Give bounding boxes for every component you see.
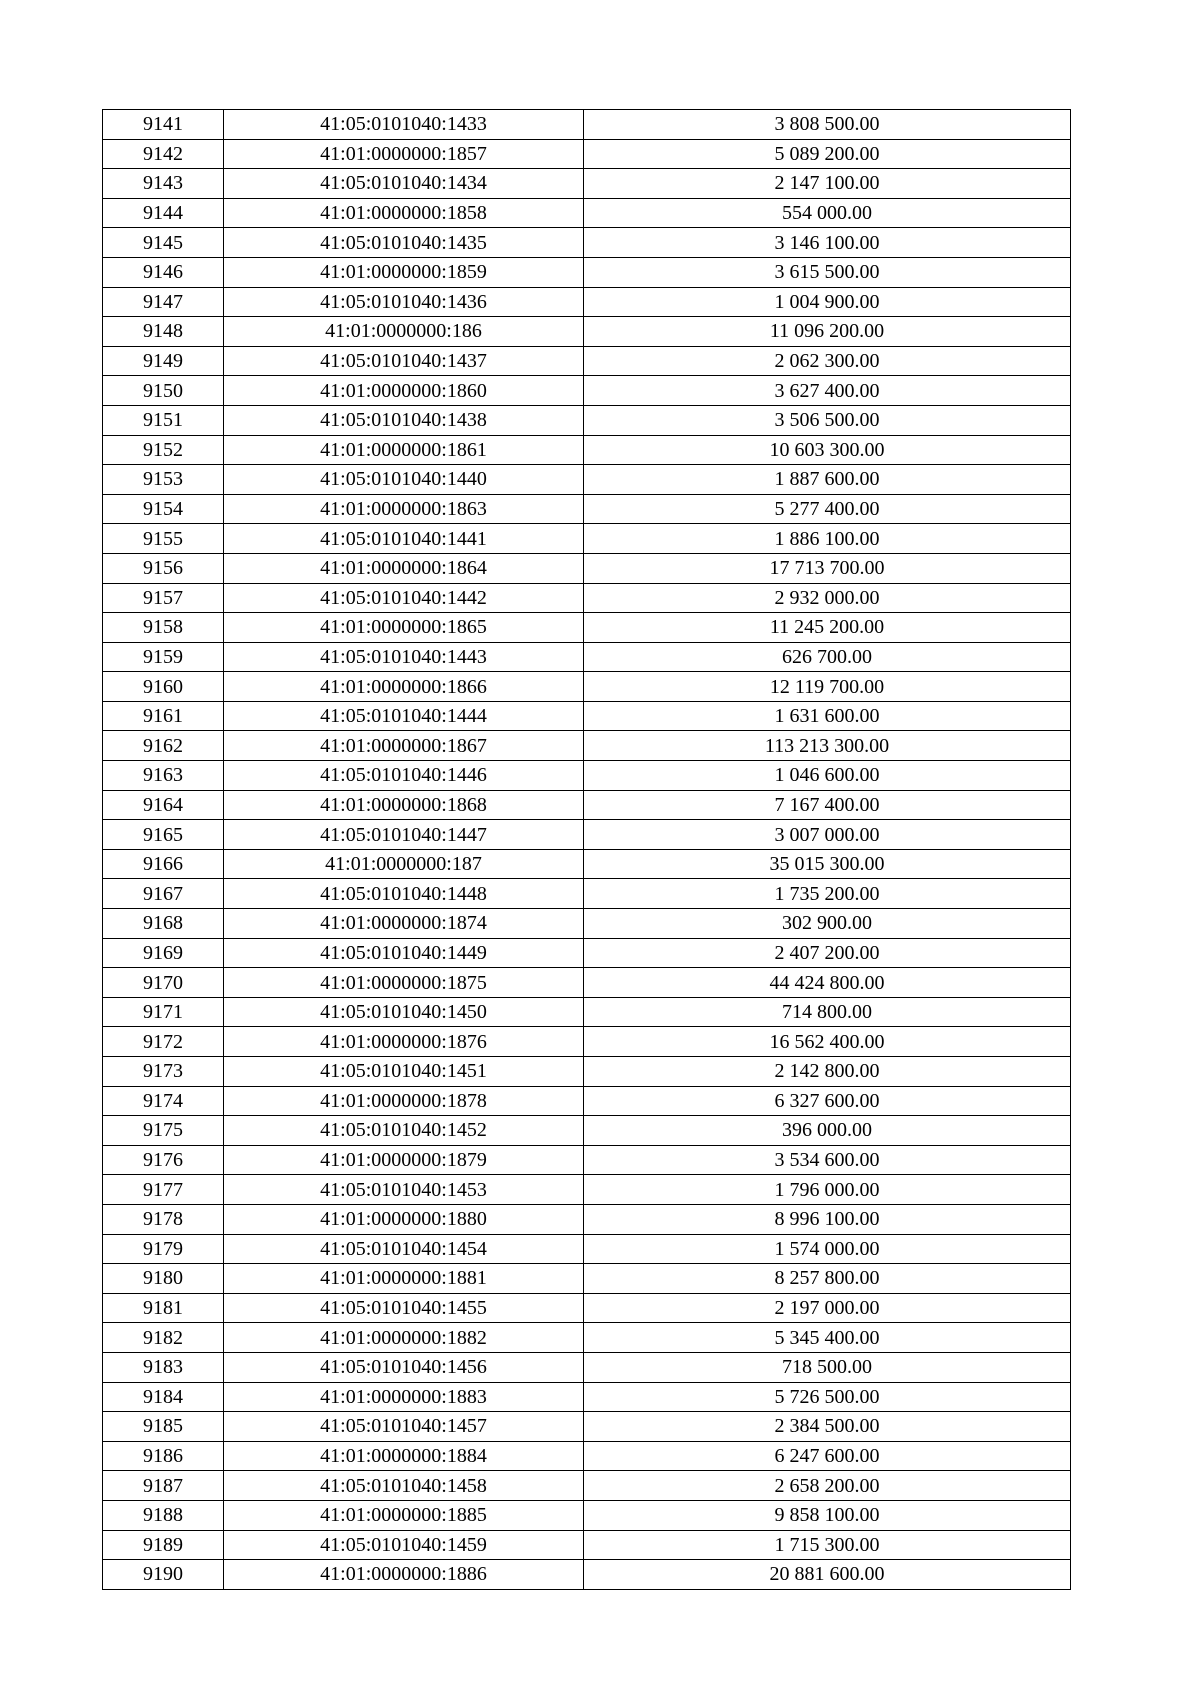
cadastral-value-cell: 3 627 400.00	[584, 376, 1071, 406]
cadastral-number-cell: 41:01:0000000:1878	[224, 1086, 584, 1116]
row-number-cell: 9142	[103, 139, 224, 169]
table-row	[103, 1323, 1071, 1353]
table-row	[103, 139, 1071, 169]
cadastral-number-cell: 41:05:0101040:1441	[224, 524, 584, 554]
table-row	[103, 317, 1071, 347]
cadastral-number-cell: 41:05:0101040:1456	[224, 1352, 584, 1382]
cadastral-value-cell: 12 119 700.00	[584, 672, 1071, 702]
cadastral-value-cell: 714 800.00	[584, 997, 1071, 1027]
cadastral-value-cell: 35 015 300.00	[584, 849, 1071, 879]
cadastral-number-cell: 41:05:0101040:1451	[224, 1057, 584, 1087]
row-number-cell: 9153	[103, 465, 224, 495]
row-number-cell: 9176	[103, 1145, 224, 1175]
cadastral-number-cell: 41:05:0101040:1433	[224, 110, 584, 140]
cadastral-number-cell: 41:01:0000000:1883	[224, 1382, 584, 1412]
row-number-cell: 9185	[103, 1412, 224, 1442]
cadastral-value-cell: 6 327 600.00	[584, 1086, 1071, 1116]
table-row	[103, 110, 1071, 140]
cadastral-value-cell: 8 257 800.00	[584, 1264, 1071, 1294]
cadastral-value-cell: 2 197 000.00	[584, 1293, 1071, 1323]
row-number-cell: 9187	[103, 1471, 224, 1501]
row-number-cell: 9169	[103, 938, 224, 968]
table-row	[103, 613, 1071, 643]
table-row	[103, 1116, 1071, 1146]
table-row	[103, 672, 1071, 702]
cadastral-number-cell: 41:01:0000000:1879	[224, 1145, 584, 1175]
cadastral-number-cell: 41:01:0000000:1866	[224, 672, 584, 702]
row-number-cell: 9179	[103, 1234, 224, 1264]
cadastral-value-cell: 1 887 600.00	[584, 465, 1071, 495]
row-number-cell: 9180	[103, 1264, 224, 1294]
table-row	[103, 879, 1071, 909]
cadastral-value-cell: 1 574 000.00	[584, 1234, 1071, 1264]
cadastral-number-cell: 41:01:0000000:1875	[224, 968, 584, 998]
cadastral-number-cell: 41:01:0000000:1863	[224, 494, 584, 524]
cadastral-value-cell: 11 245 200.00	[584, 613, 1071, 643]
table-row	[103, 1057, 1071, 1087]
table-row	[103, 376, 1071, 406]
row-number-cell: 9182	[103, 1323, 224, 1353]
cadastral-value-cell: 11 096 200.00	[584, 317, 1071, 347]
table-row	[103, 1471, 1071, 1501]
cadastral-value-cell: 1 735 200.00	[584, 879, 1071, 909]
cadastral-number-cell: 41:05:0101040:1435	[224, 228, 584, 258]
cadastral-number-cell: 41:05:0101040:1438	[224, 405, 584, 435]
cadastral-value-cell: 7 167 400.00	[584, 790, 1071, 820]
table-row	[103, 435, 1071, 465]
cadastral-value-cell: 396 000.00	[584, 1116, 1071, 1146]
table-row	[103, 257, 1071, 287]
cadastral-number-cell: 41:05:0101040:1436	[224, 287, 584, 317]
row-number-cell: 9164	[103, 790, 224, 820]
row-number-cell: 9157	[103, 583, 224, 613]
row-number-cell: 9171	[103, 997, 224, 1027]
cadastral-number-cell: 41:05:0101040:1458	[224, 1471, 584, 1501]
row-number-cell: 9174	[103, 1086, 224, 1116]
row-number-cell: 9172	[103, 1027, 224, 1057]
table-row	[103, 228, 1071, 258]
cadastral-value-cell: 5 726 500.00	[584, 1382, 1071, 1412]
cadastral-number-cell: 41:05:0101040:1449	[224, 938, 584, 968]
cadastral-number-cell: 41:05:0101040:1443	[224, 642, 584, 672]
cadastral-value-cell: 1 046 600.00	[584, 761, 1071, 791]
row-number-cell: 9158	[103, 613, 224, 643]
table-row	[103, 1500, 1071, 1530]
cadastral-value-cell: 8 996 100.00	[584, 1204, 1071, 1234]
cadastral-number-cell: 41:05:0101040:1440	[224, 465, 584, 495]
cadastral-number-cell: 41:01:0000000:1884	[224, 1441, 584, 1471]
table-row	[103, 583, 1071, 613]
cadastral-value-cell: 1 715 300.00	[584, 1530, 1071, 1560]
row-number-cell: 9189	[103, 1530, 224, 1560]
cadastral-value-cell: 3 506 500.00	[584, 405, 1071, 435]
cadastral-value-cell: 10 603 300.00	[584, 435, 1071, 465]
row-number-cell: 9152	[103, 435, 224, 465]
cadastral-number-cell: 41:01:0000000:1861	[224, 435, 584, 465]
cadastral-value-cell: 3 808 500.00	[584, 110, 1071, 140]
cadastral-number-cell: 41:05:0101040:1457	[224, 1412, 584, 1442]
cadastral-value-cell: 113 213 300.00	[584, 731, 1071, 761]
table-row	[103, 642, 1071, 672]
cadastral-number-cell: 41:01:0000000:1886	[224, 1560, 584, 1590]
cadastral-value-cell: 554 000.00	[584, 198, 1071, 228]
table-row	[103, 346, 1071, 376]
row-number-cell: 9148	[103, 317, 224, 347]
table-row	[103, 701, 1071, 731]
cadastral-value-cell: 5 345 400.00	[584, 1323, 1071, 1353]
cadastral-number-cell: 41:05:0101040:1446	[224, 761, 584, 791]
table-row	[103, 1441, 1071, 1471]
table-row	[103, 1234, 1071, 1264]
cadastral-number-cell: 41:01:0000000:1881	[224, 1264, 584, 1294]
table-row	[103, 494, 1071, 524]
row-number-cell: 9147	[103, 287, 224, 317]
cadastral-number-cell: 41:05:0101040:1442	[224, 583, 584, 613]
cadastral-number-cell: 41:05:0101040:1453	[224, 1175, 584, 1205]
table-row	[103, 1412, 1071, 1442]
table-row	[103, 1382, 1071, 1412]
row-number-cell: 9184	[103, 1382, 224, 1412]
cadastral-value-cell: 1 796 000.00	[584, 1175, 1071, 1205]
row-number-cell: 9173	[103, 1057, 224, 1087]
cadastral-value-cell: 3 007 000.00	[584, 820, 1071, 850]
row-number-cell: 9178	[103, 1204, 224, 1234]
table-row	[103, 820, 1071, 850]
table-row	[103, 909, 1071, 939]
cadastral-value-cell: 5 089 200.00	[584, 139, 1071, 169]
cadastral-value-cell: 3 146 100.00	[584, 228, 1071, 258]
row-number-cell: 9168	[103, 909, 224, 939]
cadastral-value-cell: 2 147 100.00	[584, 169, 1071, 199]
cadastral-value-cell: 2 658 200.00	[584, 1471, 1071, 1501]
cadastral-value-cell: 718 500.00	[584, 1352, 1071, 1382]
row-number-cell: 9162	[103, 731, 224, 761]
cadastral-number-cell: 41:01:0000000:1867	[224, 731, 584, 761]
row-number-cell: 9144	[103, 198, 224, 228]
table-row	[103, 1086, 1071, 1116]
table-row	[103, 465, 1071, 495]
cadastral-value-cell: 626 700.00	[584, 642, 1071, 672]
table-row	[103, 405, 1071, 435]
row-number-cell: 9166	[103, 849, 224, 879]
cadastral-value-cell: 16 562 400.00	[584, 1027, 1071, 1057]
row-number-cell: 9159	[103, 642, 224, 672]
cadastral-value-cell: 17 713 700.00	[584, 553, 1071, 583]
table-row	[103, 1204, 1071, 1234]
table-row	[103, 1145, 1071, 1175]
row-number-cell: 9156	[103, 553, 224, 583]
cadastral-number-cell: 41:01:0000000:187	[224, 849, 584, 879]
cadastral-number-cell: 41:01:0000000:1874	[224, 909, 584, 939]
cadastral-number-cell: 41:05:0101040:1455	[224, 1293, 584, 1323]
cadastral-value-cell: 2 407 200.00	[584, 938, 1071, 968]
cadastral-number-cell: 41:01:0000000:1868	[224, 790, 584, 820]
table-row	[103, 524, 1071, 554]
row-number-cell: 9150	[103, 376, 224, 406]
table-row	[103, 849, 1071, 879]
row-number-cell: 9181	[103, 1293, 224, 1323]
table-row	[103, 1560, 1071, 1590]
cadastral-number-cell: 41:01:0000000:1880	[224, 1204, 584, 1234]
table-row	[103, 169, 1071, 199]
cadastral-number-cell: 41:05:0101040:1450	[224, 997, 584, 1027]
row-number-cell: 9167	[103, 879, 224, 909]
cadastral-number-cell: 41:01:0000000:1858	[224, 198, 584, 228]
row-number-cell: 9155	[103, 524, 224, 554]
cadastral-number-cell: 41:01:0000000:1864	[224, 553, 584, 583]
row-number-cell: 9143	[103, 169, 224, 199]
table-row	[103, 790, 1071, 820]
cadastral-number-cell: 41:01:0000000:1882	[224, 1323, 584, 1353]
cadastral-value-cell: 1 886 100.00	[584, 524, 1071, 554]
cadastral-value-cell: 1 004 900.00	[584, 287, 1071, 317]
table-row	[103, 997, 1071, 1027]
cadastral-number-cell: 41:05:0101040:1447	[224, 820, 584, 850]
row-number-cell: 9141	[103, 110, 224, 140]
row-number-cell: 9165	[103, 820, 224, 850]
cadastral-number-cell: 41:05:0101040:1459	[224, 1530, 584, 1560]
row-number-cell: 9154	[103, 494, 224, 524]
cadastral-number-cell: 41:05:0101040:1454	[224, 1234, 584, 1264]
table-row	[103, 553, 1071, 583]
cadastral-value-cell: 2 142 800.00	[584, 1057, 1071, 1087]
cadastral-value-cell: 5 277 400.00	[584, 494, 1071, 524]
row-number-cell: 9183	[103, 1352, 224, 1382]
cadastral-value-cell: 3 615 500.00	[584, 257, 1071, 287]
table-row	[103, 1293, 1071, 1323]
row-number-cell: 9161	[103, 701, 224, 731]
table-body	[103, 110, 1071, 1590]
cadastral-value-cell: 302 900.00	[584, 909, 1071, 939]
cadastral-value-cell: 44 424 800.00	[584, 968, 1071, 998]
cadastral-value-table	[102, 109, 1071, 1590]
cadastral-number-cell: 41:05:0101040:1434	[224, 169, 584, 199]
cadastral-number-cell: 41:01:0000000:1885	[224, 1500, 584, 1530]
row-number-cell: 9163	[103, 761, 224, 791]
row-number-cell: 9149	[103, 346, 224, 376]
row-number-cell: 9145	[103, 228, 224, 258]
row-number-cell: 9188	[103, 1500, 224, 1530]
cadastral-value-cell: 3 534 600.00	[584, 1145, 1071, 1175]
table-row	[103, 1264, 1071, 1294]
cadastral-number-cell: 41:01:0000000:1857	[224, 139, 584, 169]
row-number-cell: 9170	[103, 968, 224, 998]
table-row	[103, 1352, 1071, 1382]
table-row	[103, 1175, 1071, 1205]
table-row	[103, 198, 1071, 228]
cadastral-value-cell: 1 631 600.00	[584, 701, 1071, 731]
row-number-cell: 9160	[103, 672, 224, 702]
row-number-cell: 9175	[103, 1116, 224, 1146]
cadastral-number-cell: 41:05:0101040:1452	[224, 1116, 584, 1146]
cadastral-number-cell: 41:01:0000000:1876	[224, 1027, 584, 1057]
cadastral-number-cell: 41:01:0000000:186	[224, 317, 584, 347]
row-number-cell: 9146	[103, 257, 224, 287]
row-number-cell: 9177	[103, 1175, 224, 1205]
cadastral-number-cell: 41:01:0000000:1865	[224, 613, 584, 643]
table-row	[103, 287, 1071, 317]
table-row	[103, 731, 1071, 761]
row-number-cell: 9186	[103, 1441, 224, 1471]
table-row	[103, 761, 1071, 791]
cadastral-value-cell: 2 932 000.00	[584, 583, 1071, 613]
table-row	[103, 1530, 1071, 1560]
cadastral-number-cell: 41:01:0000000:1859	[224, 257, 584, 287]
cadastral-value-cell: 9 858 100.00	[584, 1500, 1071, 1530]
table-row	[103, 938, 1071, 968]
cadastral-number-cell: 41:05:0101040:1448	[224, 879, 584, 909]
cadastral-value-cell: 6 247 600.00	[584, 1441, 1071, 1471]
cadastral-number-cell: 41:05:0101040:1444	[224, 701, 584, 731]
row-number-cell: 9151	[103, 405, 224, 435]
table-row	[103, 968, 1071, 998]
cadastral-value-cell: 20 881 600.00	[584, 1560, 1071, 1590]
table-row	[103, 1027, 1071, 1057]
cadastral-number-cell: 41:05:0101040:1437	[224, 346, 584, 376]
cadastral-value-cell: 2 384 500.00	[584, 1412, 1071, 1442]
cadastral-value-cell: 2 062 300.00	[584, 346, 1071, 376]
cadastral-number-cell: 41:01:0000000:1860	[224, 376, 584, 406]
row-number-cell: 9190	[103, 1560, 224, 1590]
